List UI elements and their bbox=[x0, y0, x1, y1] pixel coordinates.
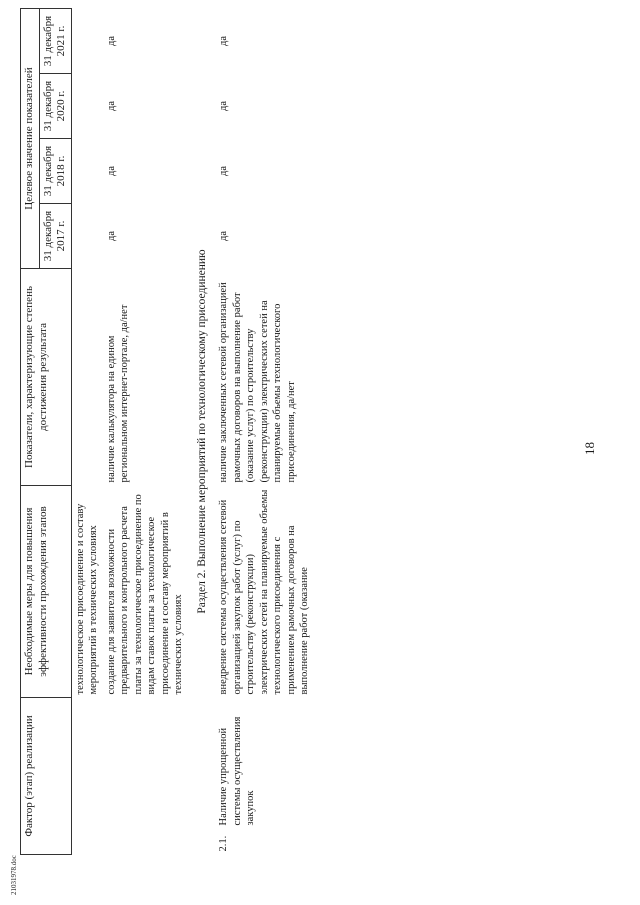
row-measures: технологическое присоединение и составу мероприятий в технических условиях bbox=[74, 503, 99, 695]
row-factor bbox=[103, 698, 188, 855]
row-value-2017 bbox=[71, 204, 103, 269]
row-indicator bbox=[71, 269, 103, 486]
row-number: 2.1. bbox=[218, 835, 229, 852]
table-row bbox=[103, 9, 188, 855]
row-value-2020: да bbox=[105, 101, 117, 112]
document-code: 21031978.doc bbox=[10, 855, 18, 895]
page-number: 18 bbox=[582, 442, 597, 455]
row-measures: создание для заявителя возможности предварительного и контрольного расчета платы за технологическое присоединение по видам ставок платы за технологическое присоединение и составу мероприятий в технических условиях bbox=[105, 494, 184, 695]
row-value-2018: да bbox=[218, 166, 229, 177]
header-date-2020: 31 декабря 2020 г. bbox=[39, 74, 71, 139]
header-factor: Фактор (этап) реализации bbox=[21, 698, 72, 855]
row-value-2017: да bbox=[218, 231, 229, 242]
row-value-2017: да bbox=[105, 231, 117, 242]
row-factor-cell bbox=[215, 698, 314, 855]
row-value-2020: да bbox=[218, 101, 229, 112]
header-measures: Необходимые меры для повышения эффективности прохождения этапов bbox=[21, 486, 72, 698]
header-indicators: Показатели, характеризующие степень достижения результата bbox=[21, 269, 72, 486]
row-value-2021 bbox=[71, 9, 103, 74]
header-date-2021: 31 декабря 2021 г. bbox=[39, 9, 71, 74]
row-indicator: наличие заключенных сетевой организацией рамочных договоров на выполнение работ (оказание услуг) по строительству (реконструкции) электрических сетей на планируемые объемы технологического присоединения, да/нет bbox=[218, 282, 297, 483]
row-value-2018: да bbox=[105, 166, 117, 177]
header-target-values: Целевое значение показателей bbox=[21, 9, 40, 269]
row-measures: внедрение системы осуществления сетевой организацией закупок работ (услуг) по строительству (реконструкции) электрических сетей на планируемые объемы технологического присоединения с применением рамочных договоров на выполнение работ (оказание bbox=[218, 489, 310, 695]
row-indicator: наличие калькулятора на едином региональном интернет-портале, да/нет bbox=[105, 304, 130, 483]
row-factor bbox=[71, 698, 103, 855]
row-value-2021: да bbox=[218, 36, 229, 47]
row-factor: Наличие упрощенной системы осуществления закупок bbox=[218, 716, 256, 826]
row-value-2020 bbox=[71, 74, 103, 139]
header-date-2017: 31 декабря 2017 г. bbox=[39, 204, 71, 269]
table-row bbox=[215, 9, 314, 855]
row-value-2018 bbox=[71, 139, 103, 204]
table-row bbox=[71, 9, 103, 855]
section-row bbox=[188, 9, 216, 855]
indicators-table bbox=[20, 8, 314, 855]
section-title: Раздел 2. Выполнение мероприятий по технологическому присоединению bbox=[195, 249, 208, 614]
row-value-2021: да bbox=[105, 36, 117, 47]
header-date-2018: 31 декабря 2018 г. bbox=[39, 139, 71, 204]
